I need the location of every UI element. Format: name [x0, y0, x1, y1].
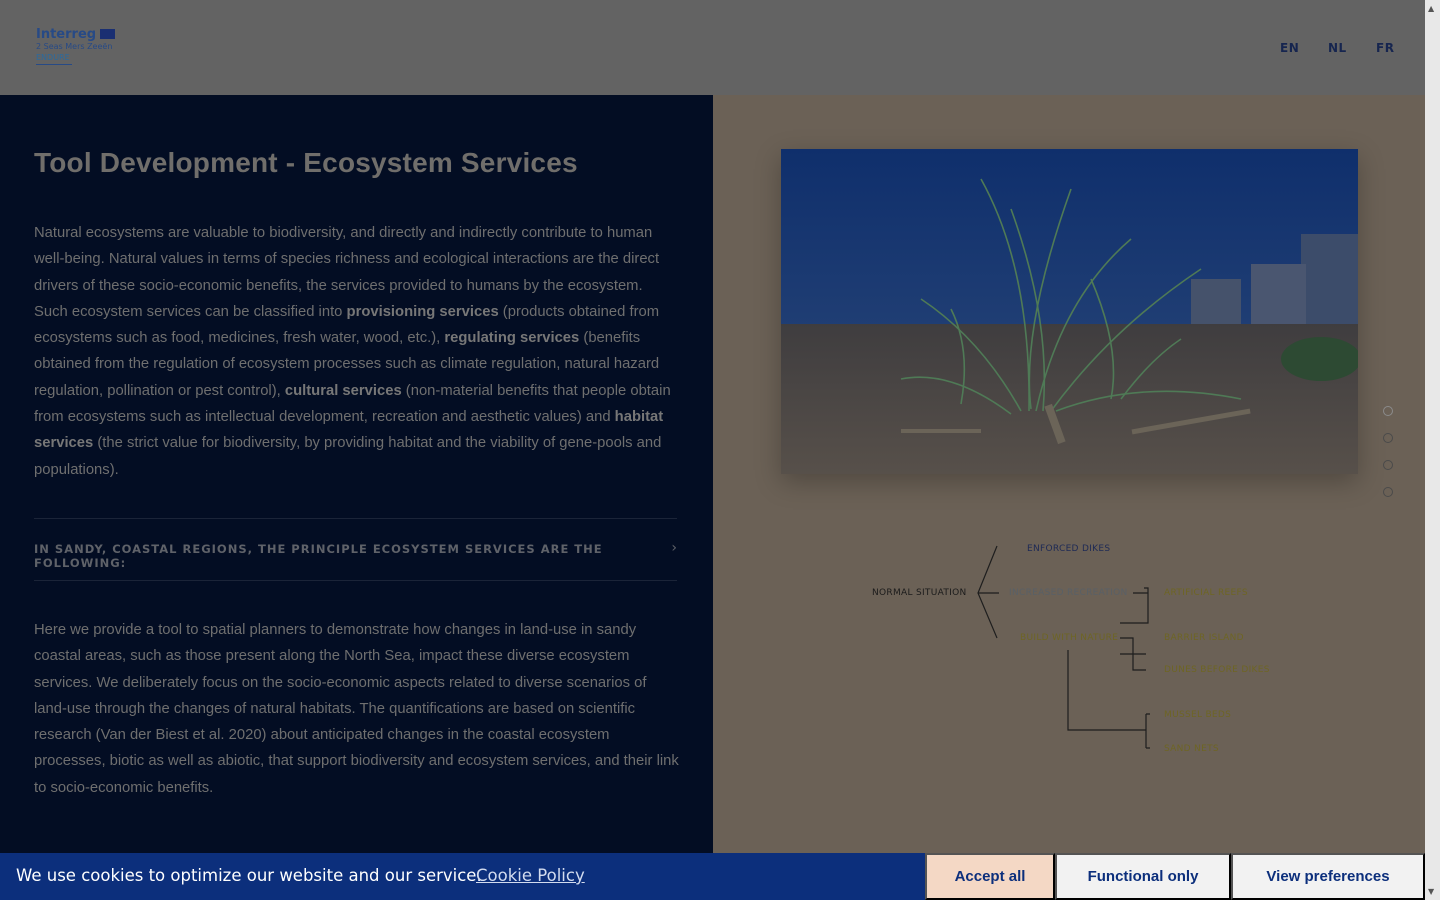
diagram-leaf-sand-nets: SAND NETS — [1164, 744, 1219, 754]
diagram-leaf-barrier-island: BARRIER ISLAND — [1164, 633, 1244, 643]
intro-text-3: (benefits obtained from the regulation of ecosystem processes such as climate regulation, natural hazard regulation, pollination or pest control), — [34, 330, 660, 399]
diagram-leaf-mussel-beds: MUSSEL BEDS — [1164, 710, 1232, 720]
diagram-branch-build-with-nature: BUILD WITH NATURE — [1020, 633, 1119, 643]
diagram-connectors — [713, 530, 1425, 770]
lang-nl[interactable]: NL — [1328, 41, 1347, 55]
term-cultural-services: cultural services — [284, 382, 402, 399]
cookie-policy-link[interactable]: Cookie Policy — [476, 866, 585, 885]
interreg-endure-logo[interactable] — [36, 28, 118, 68]
term-regulating-services: regulating services — [444, 330, 580, 347]
scenario-tree-diagram — [713, 530, 1425, 770]
slider-dot-2[interactable] — [1383, 433, 1393, 443]
logo-line-endure: ENDURE — [36, 53, 70, 62]
intro-text-5: (the strict value for biodiversity, by providing habitat and the viability of gene-pools and populations). — [34, 435, 662, 478]
content-column — [0, 95, 713, 900]
intro-text-1: Natural ecosystems are valuable to biodiversity, and directly and indirectly contribute to human well-being. Natural values in terms of species richness and ecological interactions are the direct drivers of these socio-economic benefits, the services provided to humans by the ecosystem. Such ecosystem services can be classified into — [34, 225, 660, 320]
scroll-down-arrow-icon[interactable]: ▼ — [1428, 887, 1435, 896]
eu-flag-icon — [100, 29, 115, 39]
intro-paragraph — [34, 220, 679, 483]
diagram-branch-increased-recreation: INCREASED RECREATION — [1009, 588, 1128, 598]
page-scrollbar[interactable] — [1425, 0, 1440, 900]
accept-all-button[interactable]: Accept all — [925, 853, 1055, 900]
slider-dot-1[interactable] — [1383, 406, 1393, 416]
diagram-root-label: NORMAL SITUATION — [872, 588, 967, 598]
term-provisioning-services: provisioning services — [346, 303, 499, 320]
beach-grass-photo — [781, 149, 1358, 474]
site-header — [0, 0, 1425, 95]
slider-dot-3[interactable] — [1383, 460, 1393, 470]
lang-fr[interactable]: FR — [1376, 41, 1395, 55]
diagram-leaf-artificial-reefs: ARTIFICIAL REEFS — [1164, 588, 1248, 598]
intro-text-4: (non-material benefits that people obtain from ecosystems such as intellectual development, recreation and aesthetic values) and — [34, 382, 671, 426]
logo-underline — [36, 64, 72, 65]
diagram-leaf-dunes-before-dikes: DUNES BEFORE DIKES — [1164, 665, 1270, 675]
term-habitat-services: habitat services — [34, 409, 664, 452]
beach-photo-illustration — [781, 149, 1358, 474]
ecosystem-services-accordion[interactable] — [34, 518, 677, 581]
page-title: Tool Development - Ecosystem Services — [34, 147, 578, 178]
cookie-banner — [0, 853, 1425, 900]
logo-line-seas: 2 Seas Mers Zeeën — [36, 42, 113, 51]
tool-paragraph: Here we provide a tool to spatial planners to demonstrate how changes in land-use in sandy coastal areas, such as those present along the North Sea, impact these diverse ecosystem services. We deliberately focus on the socio-economic aspects related to diverse scenarios of land-use through the changes of natural habitats. The quantifications are based on scientific research (Van der Biest et al. 2020) about anticipated changes in the coastal ecosystem processes, biotic as well as abiotic, that support biodiversity and ecosystem services, and their link to socio-economic benefits. — [34, 622, 679, 796]
media-column — [713, 95, 1425, 900]
chevron-right-icon: › — [671, 540, 677, 556]
slider-dot-4[interactable] — [1383, 487, 1393, 497]
functional-only-button[interactable]: Functional only — [1055, 853, 1231, 900]
scroll-up-arrow-icon[interactable]: ▲ — [1428, 4, 1435, 13]
lang-en[interactable]: EN — [1280, 41, 1300, 55]
view-preferences-button[interactable]: View preferences — [1231, 853, 1425, 900]
logo-line-interreg: Interreg — [36, 27, 97, 42]
diagram-branch-enforced-dikes: ENFORCED DIKES — [1027, 544, 1111, 554]
accordion-label: IN SANDY, COASTAL REGIONS, THE PRINCIPLE ECOSYSTEM SERVICES ARE THE FOLLOWING: — [34, 542, 603, 570]
cookie-message: We use cookies to optimize our website and our service. — [16, 866, 482, 885]
intro-text-2: (products obtained from ecosystems such as food, medicines, fresh water, wood, etc.), — [34, 303, 660, 347]
